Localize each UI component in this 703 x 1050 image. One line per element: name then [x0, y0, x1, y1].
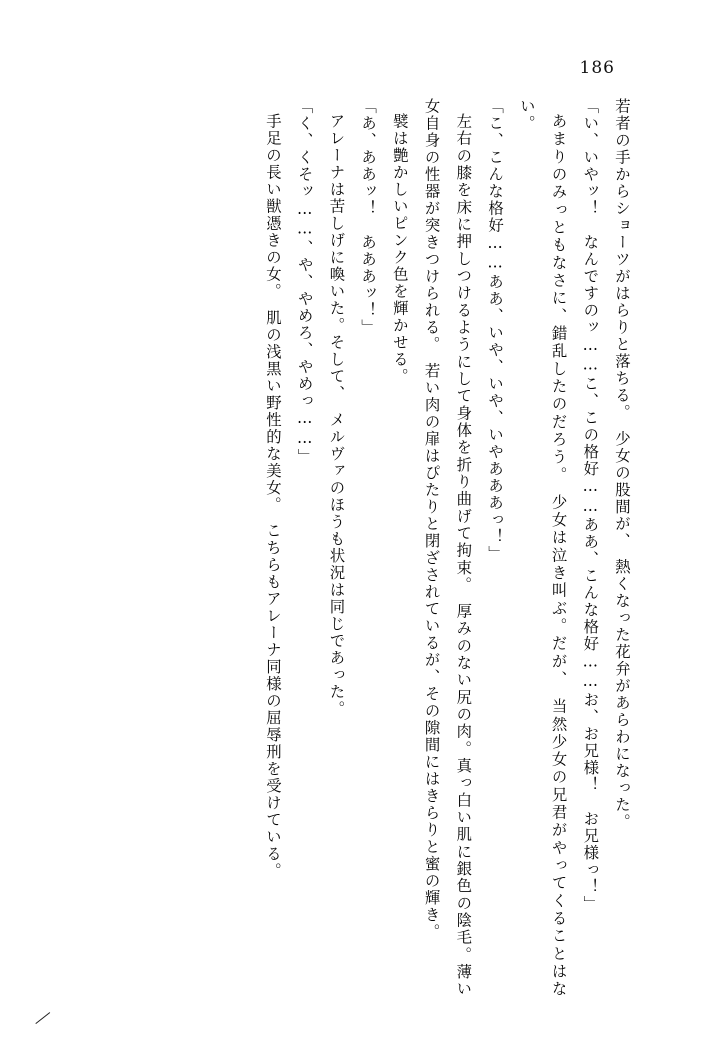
paragraph: アレーナは苦しげに喚いた。そして、 メルヴァのほうも状況は同じであった。 — [327, 113, 346, 718]
paragraph: 左右の膝を床に押しつけるようにして身体を折り曲げて拘束。 厚みのない尻の肉。真っ白い肌に銀色の陰毛。薄い女自身の性器が突きつけられる。 若い肉の扉はぴたりと閉ざされているが、その隙間にはきらりと蜜の輝き。 — [422, 98, 473, 998]
paragraph: あまりのみっともなさに、錯乱したのだろう。 少女は泣き叫ぶ。だが、 当然少女の兄君がやってくることはない。 — [517, 98, 568, 998]
body-text — [77, 98, 637, 998]
paragraph: 「こ、こんな格好……ああ、いや、いや、いやあああっ！」 — [486, 98, 505, 563]
paragraph: 若者の手からショーツがはらりと落ちる。 少女の股間が、 熱くなった花弁があらわになった。 — [613, 98, 631, 831]
paragraph: 手足の長い獣憑きの女。 肌の浅黒い野性的な美女。 こちらもアレーナ同様の屈辱刑を受けている。 — [263, 113, 282, 880]
paragraph: 襞は艶かしいピンク色を輝かせる。 — [390, 113, 409, 386]
corner-mark — [36, 1002, 58, 1024]
paragraph: 「い、いやッ！ なんですのッ……こ、この格好……ああ、こんな格好……お、お兄様！ お兄様っ！」 — [581, 98, 600, 913]
page-number: 186 — [579, 58, 615, 78]
paragraph: 「く、くそッ……、や、やめろ、やめっ……」 — [295, 98, 314, 466]
paragraph: 「あ、ああッ！ あああッ！」 — [359, 98, 378, 336]
